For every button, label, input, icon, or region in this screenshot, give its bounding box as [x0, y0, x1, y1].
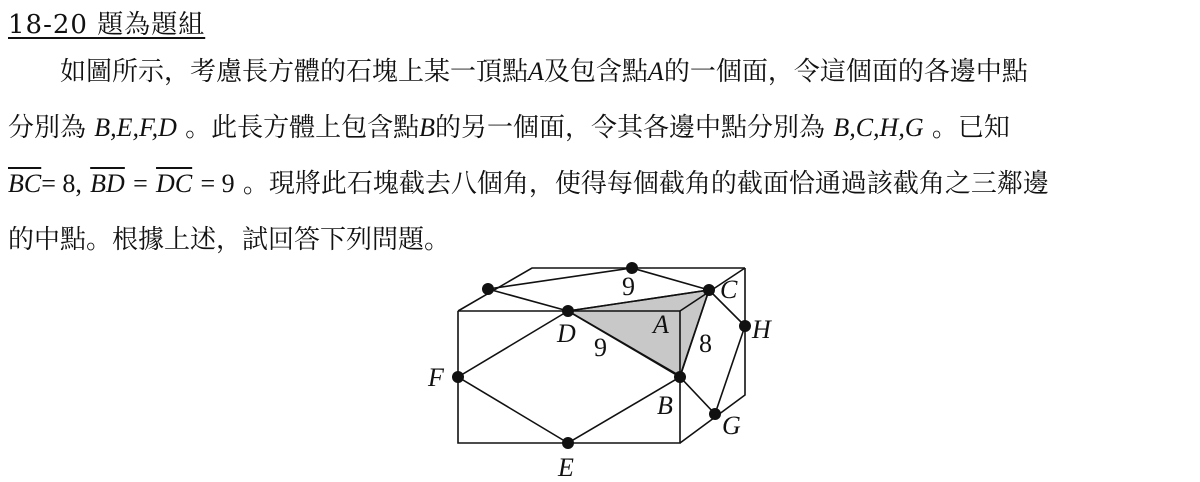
paragraph-line-2: 分別為 B,E,F,D 。此長方體上包含點B的另一個面，令其各邊中點分別為 B,C,H,G 。已知 — [8, 113, 1010, 143]
segment-bc: $\overline{BC}$ — [8, 169, 42, 198]
dot-g — [709, 408, 721, 420]
edge-length-bc: 8 — [699, 329, 712, 358]
dot-b — [674, 371, 686, 383]
label-d: D — [557, 319, 576, 348]
label-c: C — [720, 275, 738, 304]
paragraph-line-1: 如圖所示，考慮長方體的石塊上某一頂點A及包含點A的一個面，令這個面的各邊中點 — [60, 57, 1028, 87]
label-b: B — [657, 391, 673, 420]
paragraph-line-3: $\overline{BC}= 8$, $\overline{BD} = \overline{DC} = 9$ 。現將此石塊截去八個角，使得每個截角的截面恰通過該截角之三鄰邊 — [8, 169, 1049, 199]
dot-top-left — [482, 283, 494, 295]
label-h: H — [752, 315, 771, 344]
edge-length-db: 9 — [594, 333, 607, 362]
paragraph-line-4: 的中點。根據上述，試回答下列問題。 — [8, 225, 451, 255]
edge-length-dc: 9 — [622, 272, 635, 301]
segment-bd: $\overline{BD}$ — [90, 169, 125, 198]
label-a: A — [653, 310, 669, 339]
label-e: E — [558, 453, 574, 482]
shaded-cut-triangle — [568, 290, 709, 376]
label-f: F — [428, 363, 444, 392]
dot-d — [562, 305, 574, 317]
dot-h — [739, 320, 751, 332]
dot-f — [452, 371, 464, 383]
dot-c — [703, 284, 715, 296]
segment-dc: $\overline{DC}$ — [156, 169, 193, 198]
dot-e — [562, 437, 574, 449]
section-heading: 18-20 題為題組 — [8, 10, 206, 40]
label-g: G — [722, 411, 741, 440]
